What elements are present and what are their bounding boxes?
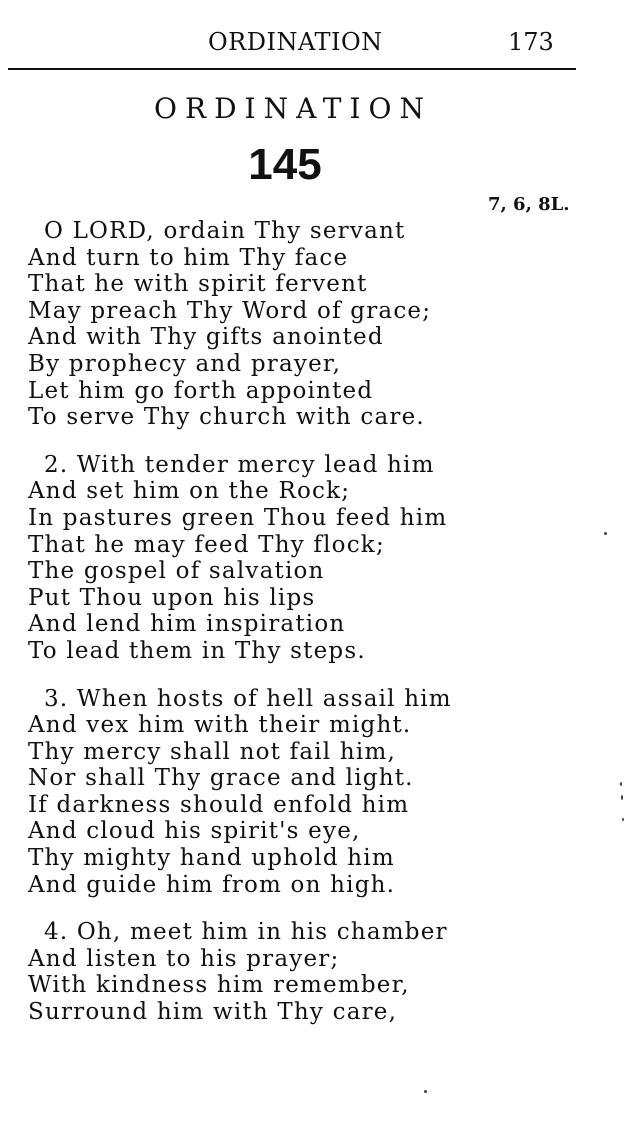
verse-line: 3. When hosts of hell assail him	[44, 685, 452, 712]
verse-line: That he may feed Thy flock;	[28, 531, 385, 558]
verse-line: With kindness him remember,	[28, 972, 410, 999]
scan-speck	[622, 818, 624, 821]
verse-line: That he with spirit fervent	[28, 271, 368, 298]
verse-line: 4. Oh, meet him in his chamber	[44, 919, 448, 946]
verse-line: By prophecy and prayer,	[28, 350, 342, 377]
hymn-verses	[28, 218, 588, 1047]
verse-line: And set him on the Rock;	[28, 478, 351, 505]
hymn-meter: 7, 6, 8L.	[488, 194, 570, 215]
hymn-number: 145	[248, 140, 322, 189]
verse-4	[28, 919, 588, 1025]
verse-line: And listen to his prayer;	[28, 945, 340, 972]
verse-line: If darkness should enfold him	[28, 791, 410, 818]
running-head	[0, 28, 640, 62]
verse-line: 2. With tender mercy lead him	[44, 451, 435, 478]
verse-line: Thy mercy shall not fail him,	[28, 738, 396, 765]
verse-line: And guide him from on high.	[28, 871, 396, 898]
running-title: ORDINATION	[208, 28, 383, 56]
verse-line: Nor shall Thy grace and light.	[28, 765, 414, 792]
scan-speck	[424, 1090, 427, 1093]
verse-line: O LORD, ordain Thy servant	[44, 218, 406, 244]
verse-3	[28, 686, 588, 899]
verse-line: And cloud his spirit's eye,	[28, 818, 361, 845]
page-number: 173	[508, 28, 554, 56]
scan-speck	[621, 795, 623, 800]
verse-line: Surround him with Thy care,	[28, 999, 398, 1026]
verse-line: And turn to him Thy face	[28, 244, 349, 271]
verse-1	[28, 218, 588, 431]
verse-line: And vex him with their might.	[28, 712, 412, 739]
verse-line: The gospel of salvation	[28, 558, 325, 585]
verse-line: And with Thy gifts anointed	[28, 324, 384, 351]
verse-line: May preach Thy Word of grace;	[28, 297, 432, 324]
verse-line: And lend him inspiration	[28, 611, 346, 638]
verse-line: To lead them in Thy steps.	[28, 637, 366, 664]
scan-speck	[604, 532, 607, 535]
verse-line: Let him go forth appointed	[28, 377, 374, 404]
verse-line: In pastures green Thou feed him	[28, 504, 448, 531]
verse-line: Thy mighty hand uphold him	[28, 845, 395, 872]
verse-line: Put Thou upon his lips	[28, 584, 316, 611]
hymn-title: ORDINATION	[154, 92, 432, 125]
scan-speck	[620, 782, 622, 786]
verse-2	[28, 452, 588, 665]
header-rule	[8, 68, 576, 70]
verse-line: To serve Thy church with care.	[28, 404, 425, 431]
